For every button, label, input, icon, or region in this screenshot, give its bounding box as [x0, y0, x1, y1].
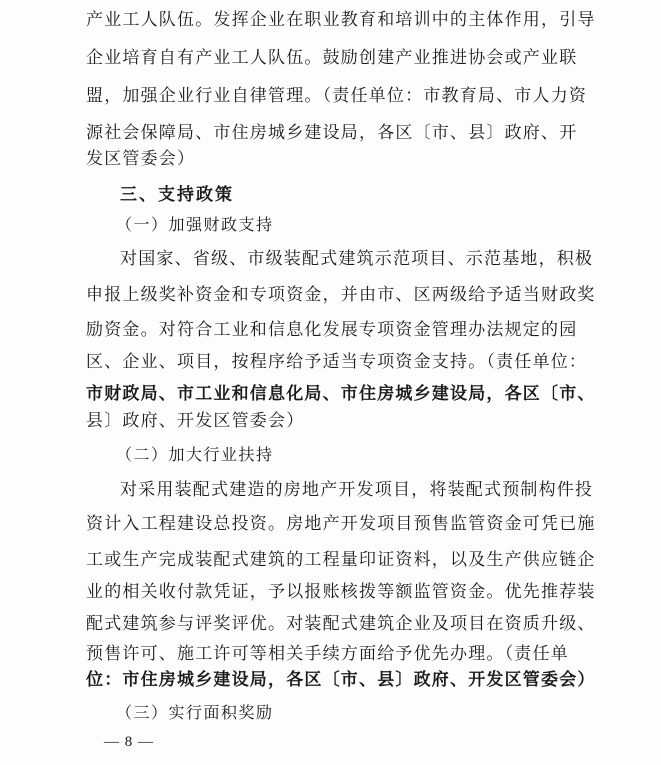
page-number: — 8 —	[104, 734, 154, 750]
paragraph-line: 市财政局、市工业和信息化局、市住房城乡建设局，各区〔市、	[86, 384, 596, 404]
paragraph-line: 发区管委会）	[86, 149, 196, 169]
paragraph-line: 励资金。对符合工业和信息化发展专项资金管理办法规定的园	[86, 320, 578, 340]
paragraph-line: 县〕政府、开发区管委会）	[86, 411, 305, 431]
paragraph-line: 盟，加强企业行业自律管理。（责任单位：市教育局、市人力资	[86, 86, 588, 106]
section-heading: 三、支持政策	[120, 185, 234, 205]
paragraph-line: 预售许可、施工许可等相关手续方面给予优先办理。（责任单	[86, 644, 569, 664]
paragraph-line: 工或生产完成装配式建筑的工程量印证资料，以及生产供应链企	[86, 550, 596, 570]
paragraph-line: 区、企业、项目，按程序给予适当专项资金支持。（责任单位：	[86, 352, 588, 372]
paragraph-line: 资计入工程建设总投资。房地产开发项目预售监管资金可凭已施	[86, 514, 596, 534]
paragraph-line: 对采用装配式建造的房地产开发项目，将装配式预制构件投	[120, 480, 594, 500]
paragraph-line: 配式建筑参与评奖评优。对装配式建筑企业及项目在资质升级、	[86, 614, 596, 634]
subsection-heading: （三）实行面积奖励	[116, 703, 274, 722]
paragraph-line: 产业工人队伍。发挥企业在职业教育和培训中的主体作用，引导	[86, 10, 596, 30]
paragraph-line: 业的相关收付款凭证，予以报账核拨等额监管资金。优先推荐装	[86, 582, 596, 602]
paragraph-line: 对国家、省级、市级装配式建筑示范项目、示范基地，积极	[120, 249, 594, 269]
paragraph-line: 位：市住房城乡建设局，各区〔市、县〕政府、开发区管委会）	[86, 670, 596, 690]
paragraph-line: 申报上级奖补资金和专项资金，并由市、区两级给予适当财政奖	[86, 285, 596, 305]
subsection-heading: （一）加强财政支持	[116, 215, 274, 234]
paragraph-line: 企业培育自有产业工人队伍。鼓励创建产业推进协会或产业联	[86, 48, 578, 68]
subsection-heading: （二）加大行业扶持	[116, 445, 274, 464]
paragraph-line: 源社会保障局、市住房城乡建设局，各区〔市、县〕政府、开	[86, 123, 578, 143]
